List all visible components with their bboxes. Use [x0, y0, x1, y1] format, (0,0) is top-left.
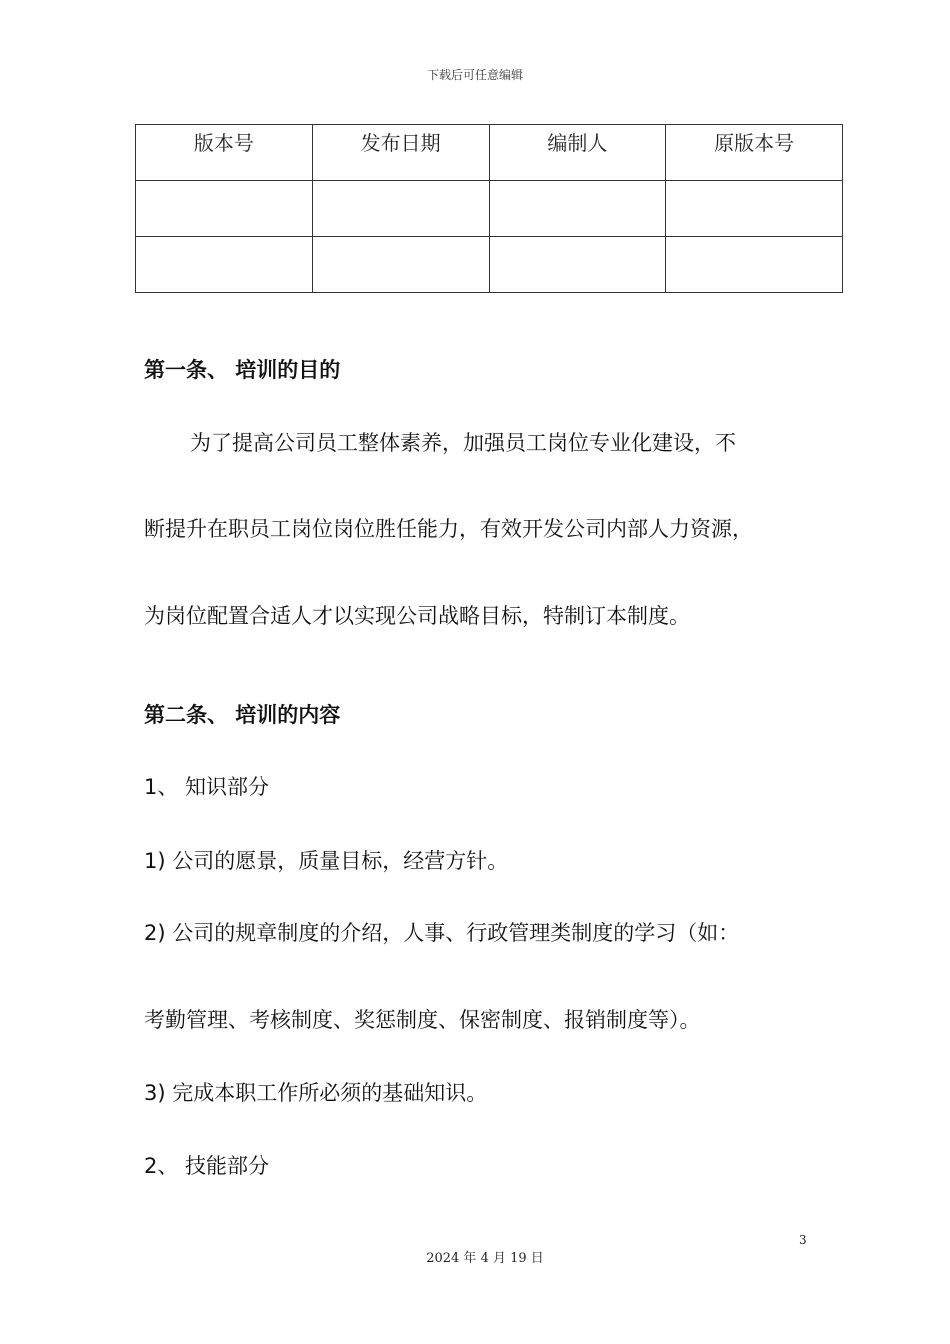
section2-line: 3) 完成本职工作所必须的基础知识。	[144, 1081, 488, 1105]
table-row	[136, 237, 843, 293]
table-cell	[489, 181, 666, 237]
table-header-cell: 发布日期	[312, 125, 489, 181]
section1-paragraph-line: 为了提高公司员工整体素养，加强员工岗位专业化建设，不	[190, 431, 736, 455]
table-cell	[136, 237, 313, 293]
table-header-cell: 编制人	[489, 125, 666, 181]
section1-paragraph-line: 为岗位配置合适人才以实现公司战略目标，特制订本制度。	[144, 604, 690, 628]
table-header-row	[136, 125, 843, 181]
section2-line: 2、 技能部分	[144, 1154, 270, 1178]
section2-line: 1) 公司的愿景，质量目标，经营方针。	[144, 849, 509, 873]
version-table	[135, 124, 843, 293]
table-cell	[666, 237, 843, 293]
table-cell	[312, 237, 489, 293]
section1-heading: 第一条、 培训的目的	[144, 358, 341, 382]
header-note: 下载后可任意编辑	[426, 68, 523, 82]
page-number: 3	[799, 1233, 807, 1247]
section2-line: 考勤管理、考核制度、奖惩制度、保密制度、报销制度等）。	[144, 1008, 701, 1032]
section2-heading: 第二条、 培训的内容	[144, 703, 341, 727]
section2-line: 2) 公司的规章制度的介绍，人事、行政管理类制度的学习（如：	[144, 921, 740, 945]
table-cell	[489, 237, 666, 293]
table-row	[136, 181, 843, 237]
section1-paragraph-line: 断提升在职员工岗位岗位胜任能力，有效开发公司内部人力资源，	[144, 517, 753, 541]
footer-date: 2024 年 4 月 19 日	[426, 1251, 544, 1266]
section2-line: 1、 知识部分	[144, 775, 270, 799]
table-cell	[136, 181, 313, 237]
table-cell	[666, 181, 843, 237]
table-header-cell: 版本号	[136, 125, 313, 181]
table-cell	[312, 181, 489, 237]
table-header-cell: 原版本号	[666, 125, 843, 181]
